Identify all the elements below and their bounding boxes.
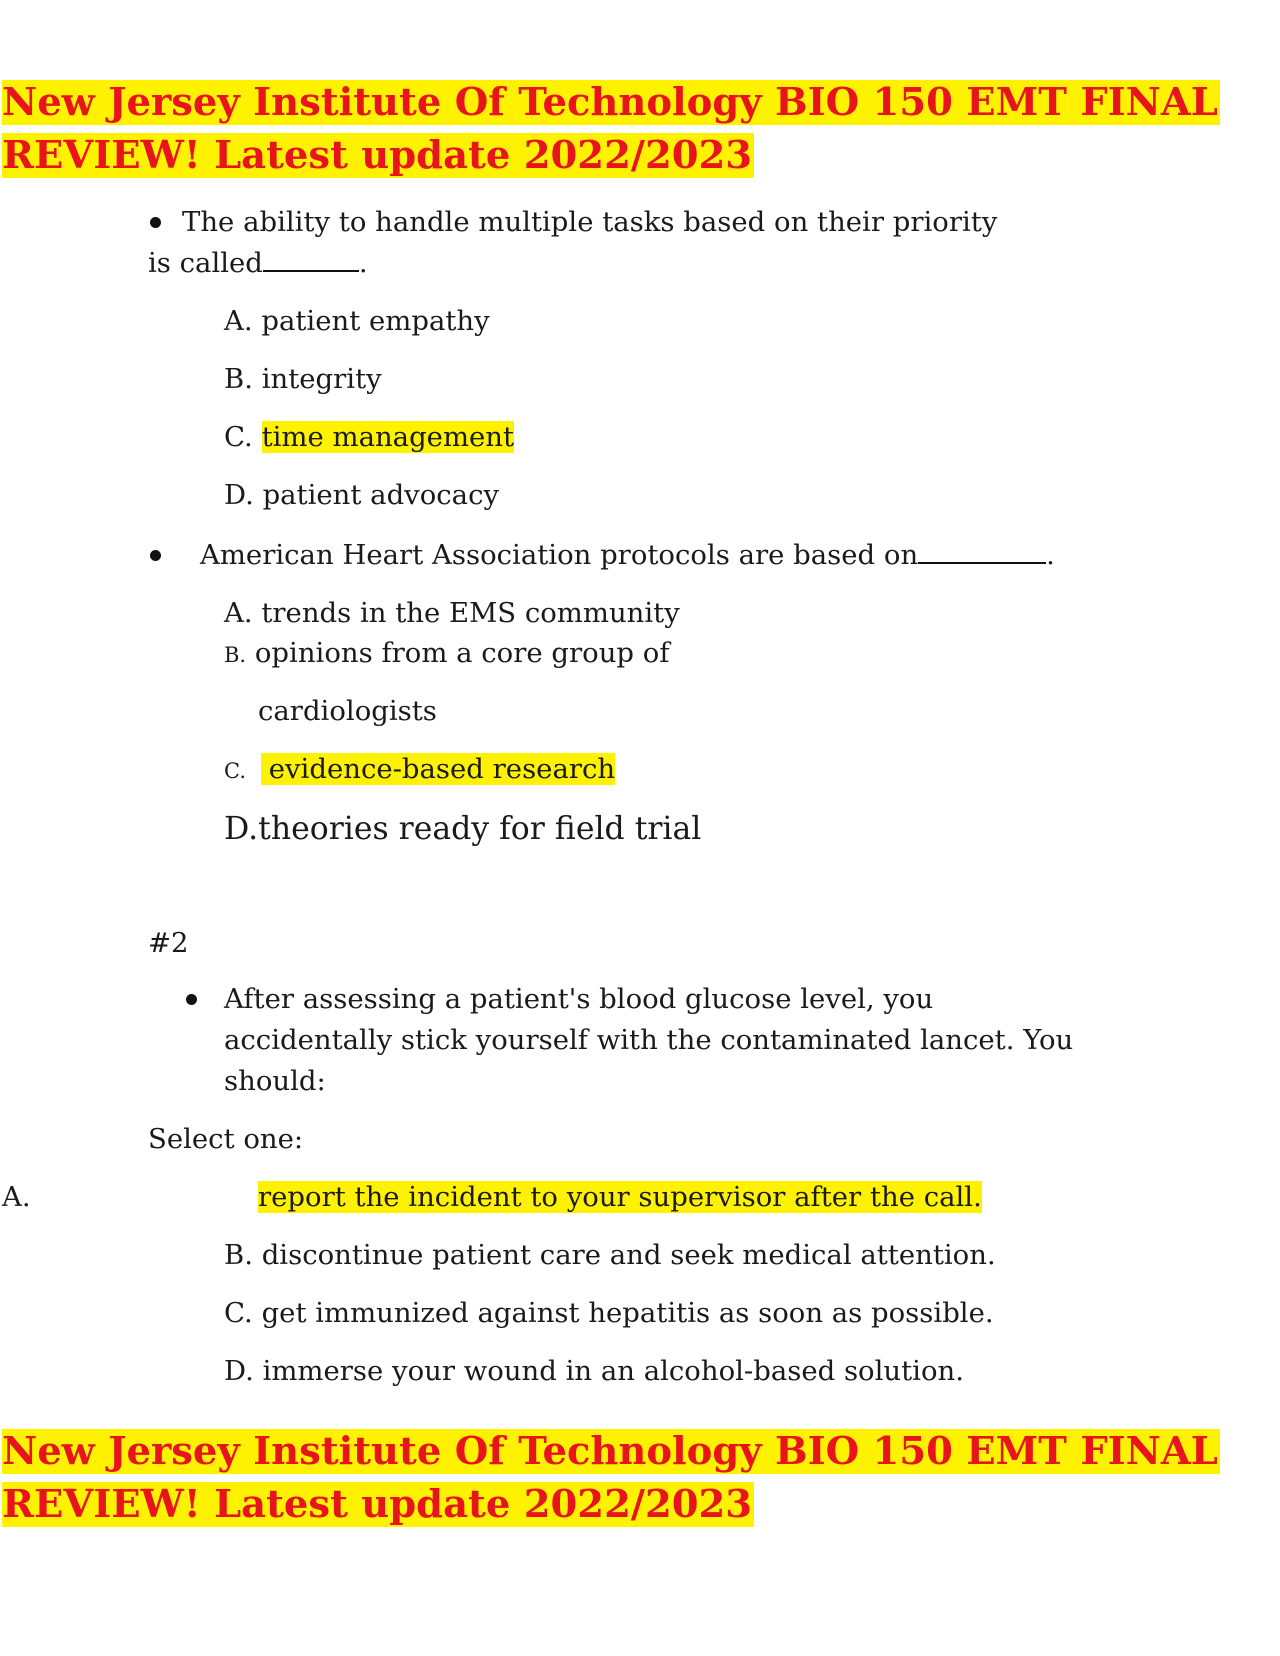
bullet-icon — [150, 550, 161, 561]
option-b — [224, 359, 382, 399]
bullet-icon — [150, 217, 161, 228]
question-3-line-3: should: — [224, 1065, 326, 1097]
document-footer-title — [2, 1425, 1220, 1531]
option-text: trends in the EMS community — [261, 597, 680, 629]
option-letter: A. — [224, 305, 253, 337]
option-letter: B. — [224, 363, 253, 395]
question-1-line-2: is called — [148, 247, 263, 279]
question-1-text-line-2 — [148, 243, 368, 283]
option-letter: B. — [224, 643, 247, 667]
option-text: immerse your wound in an alcohol-based solution. — [262, 1355, 964, 1387]
question-3-line-2: accidentally stick yourself with the contaminated lancet. You — [224, 1024, 1074, 1056]
option-text-highlighted: report the incident to your supervisor after the call. — [258, 1181, 982, 1213]
question-1-end: . — [358, 247, 368, 279]
option-text-highlighted: time management — [261, 421, 515, 453]
option-d — [224, 808, 701, 850]
question-3-line-1: After assessing a patient's blood glucose level, you — [224, 983, 934, 1015]
option-letter: A. — [224, 597, 253, 629]
option-text: integrity — [261, 363, 382, 395]
section-marker: #2 — [148, 927, 189, 959]
question-2-end: . — [1046, 539, 1055, 571]
option-d — [224, 475, 499, 515]
option-text: discontinue patient care and seek medical attention. — [261, 1239, 996, 1271]
title-line-1: New Jersey Institute Of Technology BIO 150 EMT FINAL — [2, 80, 1218, 125]
option-text: opinions from a core group of — [254, 637, 670, 669]
option-letter: A. — [2, 1181, 31, 1213]
option-text: patient advocacy — [262, 479, 500, 511]
option-letter: C. — [224, 421, 253, 453]
option-c-correct — [224, 749, 615, 791]
option-b — [224, 1235, 996, 1275]
option-b — [224, 633, 670, 675]
option-a-correct — [258, 1177, 982, 1217]
document-title — [2, 76, 1220, 182]
question-3-text-line-3 — [224, 1061, 326, 1101]
option-a-letter — [2, 1177, 31, 1217]
option-letter: D. — [224, 1355, 254, 1387]
title-line-2: REVIEW! Latest update 2022/2023 — [2, 133, 753, 178]
select-one-label: Select one: — [148, 1123, 304, 1155]
footer-title-line-2: REVIEW! Latest update 2022/2023 — [2, 1482, 753, 1527]
option-c-correct — [224, 417, 514, 457]
option-letter: B. — [224, 1239, 253, 1271]
option-text-continued: cardiologists — [258, 695, 437, 727]
option-a — [224, 301, 490, 341]
option-text: theories ready for field trial — [258, 811, 702, 847]
option-b-continued — [258, 691, 437, 731]
question-3-text-line-1 — [224, 979, 933, 1019]
bullet-icon — [186, 994, 197, 1005]
option-letter: C. — [224, 759, 246, 783]
answer-blank — [918, 536, 1046, 564]
option-c — [224, 1293, 994, 1333]
question-1-text — [182, 202, 997, 242]
question-2-line: American Heart Association protocols are based on — [200, 539, 919, 571]
option-letter: C. — [224, 1297, 253, 1329]
option-a — [224, 593, 680, 633]
option-text-highlighted: evidence-based research — [261, 753, 615, 785]
option-text: patient empathy — [261, 305, 490, 337]
question-2-text — [200, 535, 1055, 575]
question-3-text-line-2 — [224, 1020, 1073, 1060]
option-text: get immunized against hepatitis as soon as possible. — [261, 1297, 994, 1329]
answer-blank — [263, 244, 359, 272]
question-1-line-1: The ability to handle multiple tasks based on their priority — [182, 206, 998, 238]
select-prompt — [148, 1119, 303, 1159]
option-letter: D. — [224, 479, 254, 511]
option-letter: D. — [224, 811, 259, 847]
footer-title-line-1: New Jersey Institute Of Technology BIO 150 EMT FINAL — [2, 1429, 1218, 1474]
option-d — [224, 1351, 964, 1391]
